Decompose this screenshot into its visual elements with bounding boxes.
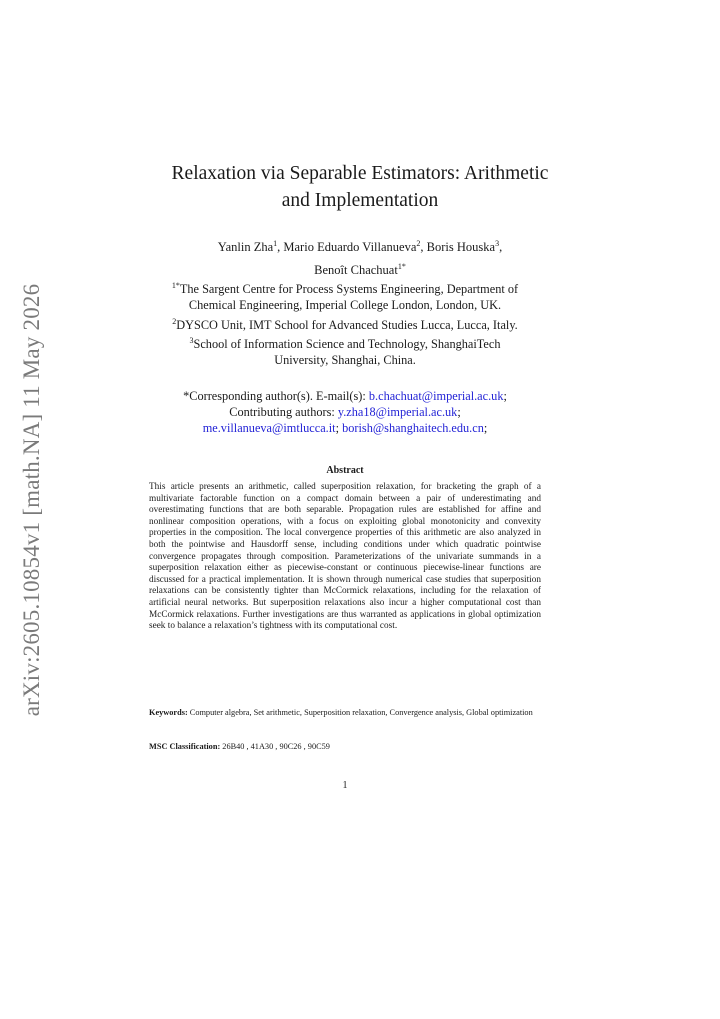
affiliation-text: DYSCO Unit, IMT School for Advanced Studies Lucca, Lucca, Italy. <box>176 317 518 332</box>
email-link[interactable]: b.chachuat@imperial.ac.uk <box>368 389 504 403</box>
page-number: 1 <box>342 780 348 791</box>
author-affil-mark: 3 <box>495 239 500 248</box>
contributing-authors-line-2 <box>0 420 690 436</box>
email-link[interactable]: borish@shanghaitech.edu.cn <box>342 421 484 436</box>
separator: ; <box>335 421 343 436</box>
affiliation-1-cont: Chemical Engineering, Imperial College London, London, UK. <box>188 298 502 313</box>
email-link[interactable]: me.villanueva@imtlucca.it <box>202 421 336 436</box>
affiliation-1 <box>0 278 690 297</box>
separator: ; <box>457 405 461 420</box>
separator: ; <box>483 421 488 436</box>
affiliation-text: The Sargent Centre for Process Systems Engineering, Department of <box>179 282 519 297</box>
keywords-label: Keywords: <box>149 708 188 717</box>
author-affil-mark: 1* <box>397 262 406 272</box>
abstract-heading: Abstract <box>326 465 364 476</box>
author-separator: , <box>277 240 284 255</box>
affiliations <box>0 278 690 368</box>
contact-emails <box>0 388 690 437</box>
author-separator: , <box>499 240 503 255</box>
contributing-authors-line <box>0 404 690 420</box>
corresponding-label: *Corresponding author(s). E-mail(s): <box>183 389 369 403</box>
msc-text: 26B40 , 41A30 , 90C26 , 90C59 <box>222 742 330 751</box>
msc-classification <box>149 742 541 753</box>
author-name: Benoît Chachuat <box>314 263 398 278</box>
paper-title <box>0 160 720 214</box>
author-line-2 <box>0 257 720 280</box>
msc-label: MSC Classification: <box>149 742 221 751</box>
affiliation-3-cont: University, Shanghai, China. <box>274 353 416 368</box>
email-link[interactable]: y.zha18@imperial.ac.uk <box>337 405 458 420</box>
author-line-1 <box>0 234 720 257</box>
author-separator: , <box>420 240 427 255</box>
affiliation-mark: 3 <box>189 335 194 345</box>
title-line-1: Relaxation via Separable Estimators: Arithmetic <box>171 163 549 184</box>
separator: ; <box>503 389 507 403</box>
corresponding-author-line <box>0 388 690 404</box>
abstract-text: This article presents an arithmetic, called superposition relaxation, for bracketing the graph of a multivariate factorable function on a compact domain between a pair of underestimating and overestimating functions that are both separable. Propagation rules are established for affine and nonlinear composition operations, with a focus on exploiting global monotonicity and convexity properties in the composition. The local convergence properties of this arithmetic are also analyzed in both the pointwise and Hausdorff sense, including conditions under which quadratic pointwise convergence propagates through composition. Parameterizations of the univariate summands in a superposition relaxation either as piecewise-constant or continuous piecewise-linear functions are discussed for a practical implementation. It is shown through numerical case studies that superposition relaxations can be consistently tighter than McCormick relaxations, including for the relaxation of artificial neural networks. But superposition relaxations also incur a higher computational cost than McCormick relaxations. Further investigations are thus warranted as applications in global optimization seek to balance a relaxation’s tightness with its computational cost. <box>149 482 541 632</box>
author-name: Boris Houska <box>426 240 496 255</box>
affiliation-mark: 2 <box>172 316 177 326</box>
contributing-label: Contributing authors: <box>229 405 338 420</box>
author-name: Mario Eduardo Villanueva <box>283 240 417 255</box>
arxiv-identifier: arXiv:2605.10854v1 [math.NA] 11 May 2026 <box>19 283 44 717</box>
affiliation-3 <box>0 333 690 352</box>
affiliation-text: School of Information Science and Technology, ShanghaiTech <box>193 336 501 351</box>
affiliation-mark: 1* <box>171 281 180 290</box>
title-line-2: and Implementation <box>281 190 439 211</box>
author-affil-mark: 2 <box>416 239 421 248</box>
keywords-text: Computer algebra, Set arithmetic, Superposition relaxation, Convergence analysis, Global optimization <box>189 708 533 717</box>
author-affil-mark: 1 <box>273 239 278 248</box>
affiliation-2 <box>0 314 690 333</box>
author-name: Yanlin Zha <box>217 240 274 255</box>
author-list <box>0 234 720 280</box>
keywords <box>149 708 541 719</box>
